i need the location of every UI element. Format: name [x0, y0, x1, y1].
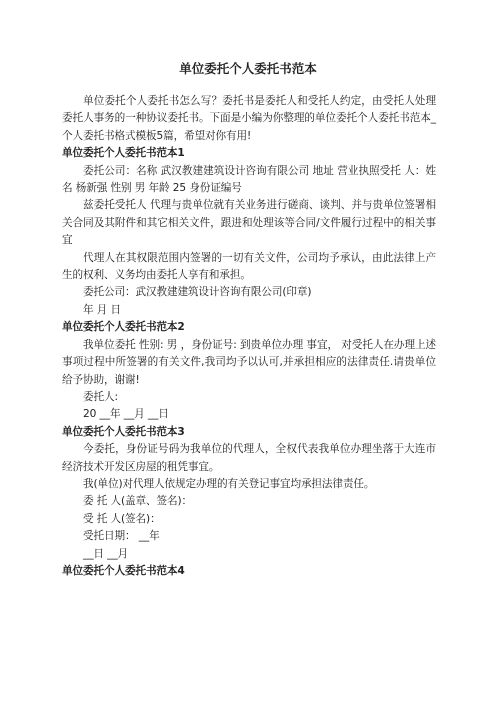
page-title: 单位委托个人委托书范本: [179, 61, 317, 76]
body-paragraph: 年 月 日: [83, 303, 122, 316]
section-heading: 单位委托个人委托书范本4: [62, 564, 185, 577]
body-paragraph: 委托人:: [83, 390, 118, 403]
body-paragraph: 我(单位)对代理人依规定办理的有关登记事宜均承担法律责任。: [83, 477, 375, 490]
body-paragraph: 单位委托个人委托书怎么写？委托书是委托人和受托人约定，由受托人处理委托人事务的一种协议委托书。下面是小编为你整理的单位委托个人委托书范本_个人委托书格式模板5篇，希望对你有用!: [62, 95, 436, 142]
section-heading: 单位委托个人委托书范本3: [62, 425, 185, 438]
document-body: [62, 93, 436, 580]
body-paragraph: 代理人在其权限范围内签署的一切有关文件，公司均予承认，由此法律上产生的权利、义务均由委托人享有和承担。: [62, 251, 436, 282]
body-paragraph: 今委托，身份证号码为我单位的代理人，全权代表我单位办理坐落于大连市经济技术开发区房屋的租凭事宜。: [62, 443, 436, 473]
body-paragraph: 受托日期： __年: [83, 530, 160, 543]
body-paragraph: 受 托 人(签名)：: [83, 512, 161, 525]
body-paragraph: 委 托 人(盖章、签名)：: [83, 495, 193, 508]
body-paragraph: __日 __月: [83, 547, 129, 560]
body-paragraph: 我单位委托 性别: 男 ，身份证号: 到贵单位办理 事宜， 对受托人在办理上述事项过程中所签署的有关文件,我司均予以认可,并承担相应的法律责任.请贵单位给予协助，谢谢!: [62, 338, 436, 386]
section-heading: 单位委托个人委托书范本2: [62, 321, 185, 334]
body-paragraph: 20 __年 __月 __日: [83, 408, 169, 421]
body-paragraph: 兹委托受托人 代理与贵单位就有关业务进行磋商、谈判、并与贵单位签署相关合同及其附件和其它相关文件，跟进和处理该等合同/文件履行过程中的相关事宜: [62, 199, 436, 247]
body-paragraph: 委托公司：名称 武汉教建建筑设计咨询有限公司 地址 营业执照受托 人：姓名 杨新强 性别 男 年龄 25 身份证编号: [62, 164, 436, 195]
body-paragraph: 委托公司：武汉教建建筑设计咨询有限公司(印章): [83, 286, 312, 299]
section-heading: 单位委托个人委托书范本1: [62, 147, 185, 160]
